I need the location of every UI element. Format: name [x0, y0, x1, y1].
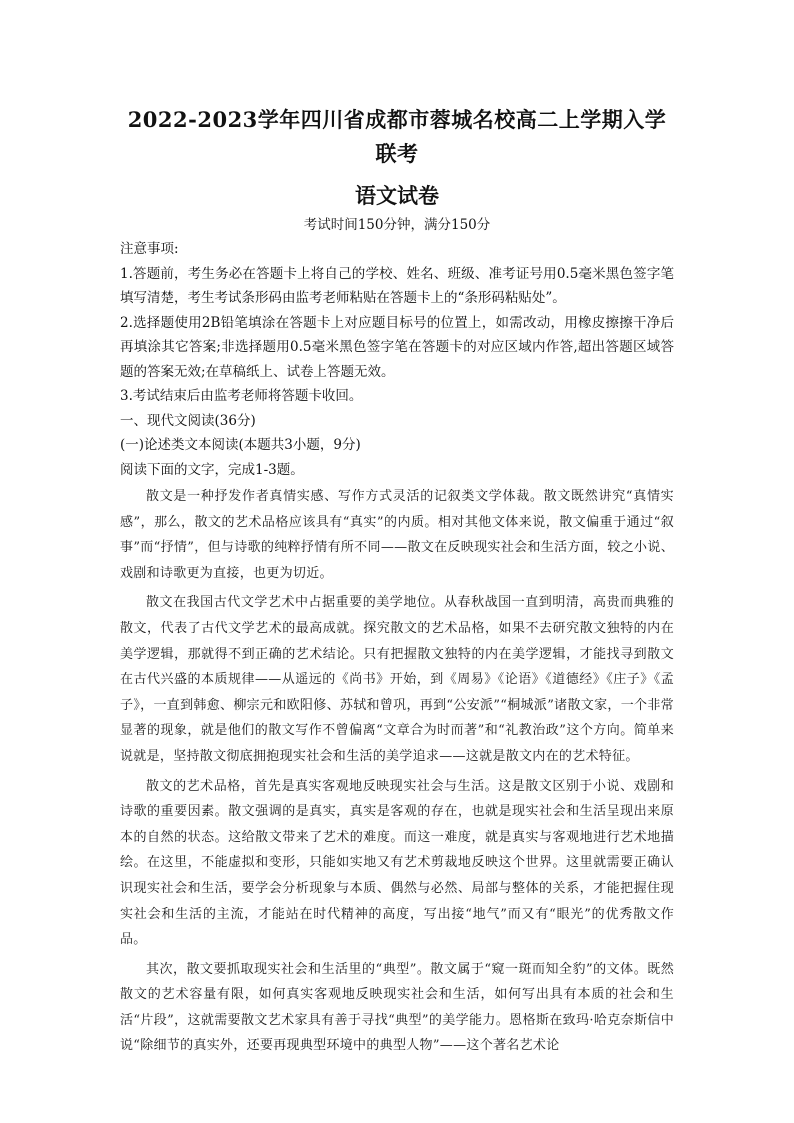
notice-item: 1.答题前，考生务必在答题卡上将自己的学校、姓名、班级、准考证号用0.5毫米黑色签字笔填写清楚，考生考试条形码由监考老师粘贴在答题卡上的“条形码粘贴处”。 — [120, 265, 674, 306]
exam-time-score: 考试时间150分钟，满分150分 — [303, 217, 491, 233]
article-paragraph: 其次，散文要抓取现实社会和生活里的“典型”。散文属于“窥一斑而知全豹”的文体。既然散文的艺术容量有限，如何真实客观地反映现实社会和生活，如何写出具有本质的社会和生活“片段”，这就需要散文艺术家具有善于寻找“典型”的美学能力。恩格斯在致玛·哈克奈斯信中说“除细节的真实外，还要再现典型环境中的典型人物”——这个著名艺术论 — [120, 961, 674, 1054]
reading-instruction: 阅读下面的文字，完成1-3题。 — [120, 461, 304, 478]
notice-heading: 注意事项: — [120, 241, 179, 257]
reading-article — [120, 484, 674, 1059]
article-paragraph: 散文是一种抒发作者真情实感、写作方式灵活的记叙类文学体裁。散文既然讲究“真情实感”，那么，散文的艺术品格应该具有“真实”的内质。相对其他文体来说，散文偏重于通过“叙事”而“抒情”，但与诗歌的纯粹抒情有所不同——散文在反映现实社会和生活方面，较之小说、戏剧和诗歌更为直接，也更为切近。 — [120, 489, 674, 581]
subsection-heading: (一)论述类文本阅读(本题共3小题，9分) — [120, 437, 361, 453]
article-paragraph: 散文在我国古代文学艺术中占据重要的美学地位。从春秋战国一直到明清，高贵而典雅的散文，代表了古代文学艺术的最高成就。探究散文的艺术品格，如果不去研究散文独特的内在美学逻辑，那就得不到正确的艺术结论。只有把握散文独特的内在美学逻辑，才能找寻到散文在古代兴盛的本质规律——从遥远的《尚书》开始，到《周易》《论语》《道德经》《庄子》《孟子》，一直到韩愈、柳宗元和欧阳修、苏轼和曾巩，再到“公安派”“桐城派”诸散文家，一个非常显著的现象，就是他们的散文写作不曾偏离“文章合为时而著”和“礼教治政”这个方向。简单来说就是，坚持散文彻底拥抱现实社会和生活的美学追求——这就是散文内在的艺术特征。 — [120, 595, 674, 764]
exam-subtitle: 语文试卷 — [355, 183, 439, 208]
notice-block — [120, 237, 674, 409]
article-paragraph: 散文的艺术品格，首先是真实客观地反映现实社会与生活。这是散文区别于小说、戏剧和诗歌的重要因素。散文强调的是真实，真实是客观的存在，也就是现实社会和生活呈现出来原本的自然的状态。这给散文带来了艺术的难度。而这一难度，就是真实与客观地进行艺术地描绘。在这里，不能虚拟和变形，只能如实地又有艺术剪裁地反映这个世界。这里就需要正确认识现实社会和生活，要学会分析现象与本质、偶然与必然、局部与整体的关系，才能把握住现实社会和生活的主流，才能站在时代精神的高度，写出接“地气”而又有“眼光”的优秀散文作品。 — [120, 778, 674, 948]
exam-title: 2022-2023学年四川省成都市蓉城名校高二上学期入学联考 — [127, 107, 667, 166]
notice-item: 3.考试结束后由监考老师将答题卡收回。 — [120, 388, 363, 404]
notice-item: 2.选择题使用2B铅笔填涂在答题卡上对应题目标号的位置上，如需改动，用橡皮擦擦干净后再填涂其它答案;非选择题用0.5毫米黑色签字笔在答题卡的对应区域内作答,超出答题区域答题的答案无效;在草稿纸上、试卷上答题无效。 — [120, 314, 674, 380]
section-heading: 一、现代文阅读(36分) — [120, 412, 256, 429]
section-block — [120, 409, 674, 483]
